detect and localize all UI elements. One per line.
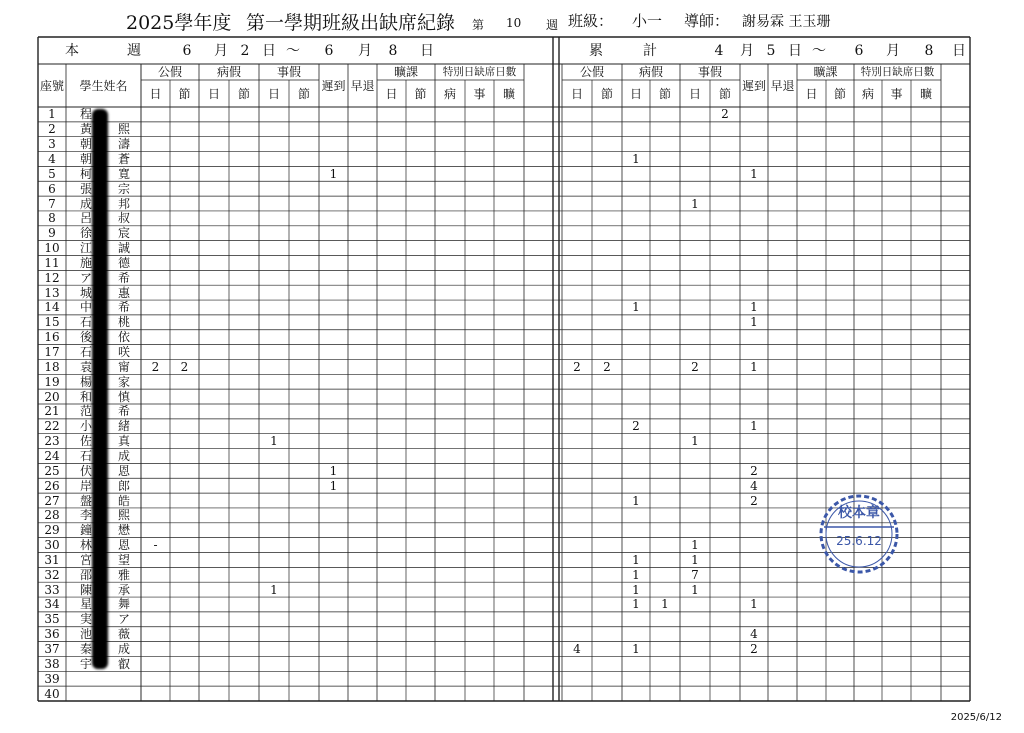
cumulative-mark: 1	[750, 597, 758, 612]
student-given-name: 依	[117, 330, 130, 345]
week-suffix: 週	[546, 18, 559, 32]
cum-late-header: 遲到	[741, 78, 766, 93]
student-given-name: 寬	[117, 166, 130, 181]
student-surname	[70, 686, 102, 701]
student-given-name: 甯	[117, 359, 130, 374]
cumulative-mark: 7	[691, 567, 699, 582]
week-sub-header: 節	[237, 86, 250, 101]
student-surname: 黃	[79, 122, 92, 137]
seat-number: 19	[44, 374, 60, 389]
cumulative-date-part: 日	[788, 42, 802, 59]
student-surname: 実	[79, 612, 92, 627]
seat-number: 15	[44, 315, 60, 330]
seat-number: 29	[44, 523, 60, 538]
cumulative-date-part: 月	[740, 42, 754, 59]
cum-sick-header: 病假	[638, 65, 663, 79]
cumulative-mark: 1	[691, 582, 699, 597]
student-given-name: 蒼	[117, 151, 130, 166]
seat-number: 13	[44, 285, 60, 300]
seat-number: 6	[48, 181, 56, 196]
student-given-name: 懋	[117, 523, 130, 538]
student-given-name: 熙	[117, 508, 130, 523]
student-given-name: 雅	[117, 567, 130, 582]
cum-sub-header: 日	[629, 86, 642, 101]
seat-number: 20	[44, 389, 60, 404]
cumulative-date-part: 6	[854, 42, 864, 59]
student-given-name: 宸	[117, 226, 130, 241]
seat-number: 31	[44, 552, 60, 567]
student-surname: 佐	[79, 434, 92, 449]
cum-official-header: 公假	[579, 65, 604, 79]
cumulative-mark: 2	[573, 359, 581, 374]
seat-number: 3	[48, 137, 56, 152]
seat-number: 27	[44, 493, 60, 508]
student-surname: 朝	[79, 137, 92, 152]
cum-sub-header: 節	[658, 86, 671, 101]
week-official-header: 公假	[157, 65, 182, 79]
student-surname: 陳	[79, 582, 92, 597]
student-given-name: 緒	[117, 419, 130, 434]
cumulative-label-b: 計	[643, 42, 657, 59]
week-prefix: 第	[472, 18, 485, 32]
this-week-date-part: 月	[214, 42, 228, 59]
this-week-label-b: 週	[127, 42, 141, 59]
student-surname: 朝	[79, 151, 92, 166]
cumulative-mark: 1	[691, 196, 699, 211]
cum-early-header: 早退	[770, 78, 795, 93]
seat-number: 40	[44, 686, 60, 701]
seat-number: 7	[48, 196, 56, 211]
cum-sub-header: 節	[833, 86, 846, 101]
student-given-name: 宗	[117, 181, 130, 196]
seat-number: 10	[44, 241, 60, 256]
student-given-name: 真	[117, 434, 130, 449]
cumulative-mark: 2	[750, 642, 758, 657]
this-week-date-part: 6	[324, 42, 334, 59]
seat-number: 17	[44, 345, 60, 360]
seat-header: 座號	[39, 78, 64, 93]
cumulative-mark: 2	[750, 493, 758, 508]
seat-number: 26	[44, 478, 60, 493]
school-stamp	[818, 493, 900, 575]
student-given-name: 望	[117, 552, 130, 567]
week-sub-header: 曠	[502, 86, 515, 101]
student-surname: 林	[79, 538, 92, 553]
week-late-header: 遲到	[321, 78, 346, 93]
seat-number: 33	[44, 582, 60, 597]
student-surname: 後	[79, 330, 92, 345]
student-surname: 盤	[79, 493, 92, 508]
week-mark: 1	[329, 463, 338, 478]
student-given-name: 成	[117, 448, 130, 463]
student-surname: 呂	[79, 211, 92, 226]
seat-number: 37	[44, 642, 60, 657]
this-week-date-part: 8	[388, 42, 398, 59]
seat-number: 18	[44, 359, 60, 374]
seat-number: 1	[48, 107, 56, 122]
cum-absent-header: 曠課	[813, 65, 838, 79]
student-given-name: 誠	[117, 241, 130, 256]
week-mark: 1	[329, 166, 338, 181]
class-value: 小一	[632, 12, 663, 30]
week-mark: -	[153, 538, 158, 553]
svg-text:25.6.12: 25.6.12	[836, 534, 882, 548]
seat-number: 5	[48, 166, 56, 181]
footer-date: 2025/6/12	[950, 712, 1002, 723]
week-sub-header: 日	[267, 86, 280, 101]
seat-number: 16	[44, 330, 60, 345]
student-given-name: 恩	[117, 538, 130, 553]
seat-number: 39	[44, 671, 60, 686]
cumulative-mark: 1	[691, 552, 699, 567]
week-sub-header: 節	[414, 86, 427, 101]
week-sub-header: 事	[473, 86, 486, 101]
cumulative-mark: 4	[750, 627, 758, 642]
student-surname: 城	[79, 285, 92, 300]
student-given-name: 皓	[117, 493, 130, 508]
seat-number: 9	[48, 226, 56, 241]
student-surname: 江	[79, 241, 92, 256]
student-given-name: 承	[117, 582, 130, 597]
week-sub-header: 日	[385, 86, 398, 101]
week-sub-header: 日	[149, 86, 162, 101]
seat-number: 32	[44, 567, 60, 582]
seat-number: 36	[44, 627, 60, 642]
cumulative-label-a: 累	[589, 42, 603, 59]
student-surname: 范	[79, 404, 92, 419]
student-given-name: 成	[117, 642, 130, 657]
student-given-name: 希	[117, 270, 130, 285]
svg-text:校本章: 校本章	[838, 505, 880, 521]
student-surname: 施	[79, 255, 92, 270]
student-surname: 鐘	[79, 523, 92, 538]
this-week-date-part: ～	[286, 42, 300, 59]
seat-number: 38	[44, 656, 60, 671]
seat-number: 30	[44, 538, 60, 553]
cumulative-mark: 1	[691, 538, 699, 553]
student-given-name: 郎	[117, 478, 130, 493]
cum-sub-header: 節	[600, 86, 613, 101]
cumulative-mark: 1	[632, 151, 640, 166]
week-sick-header: 病假	[216, 65, 241, 79]
student-surname: 宇	[79, 656, 92, 671]
cum-sub-header: 事	[890, 86, 903, 101]
cumulative-mark: 1	[750, 315, 758, 330]
week-sub-header: 病	[443, 86, 456, 101]
week-sub-header: 日	[207, 86, 220, 101]
cumulative-mark: 1	[632, 300, 640, 315]
student-surname: 石	[79, 315, 92, 330]
week-personal-header: 事假	[276, 65, 301, 79]
student-surname: 小	[79, 419, 92, 434]
this-week-date-part: 6	[182, 42, 192, 59]
cumulative-mark: 4	[573, 642, 581, 657]
seat-number: 14	[44, 300, 60, 315]
seat-number: 34	[44, 597, 60, 612]
student-surname: 秦	[79, 642, 92, 657]
week-sub-header: 節	[178, 86, 191, 101]
student-surname: 袁	[79, 359, 92, 374]
cumulative-mark: 1	[750, 419, 758, 434]
student-surname: 和	[79, 389, 92, 404]
cumulative-mark: 1	[750, 166, 758, 181]
student-given-name: 希	[117, 300, 130, 315]
name-header: 學生姓名	[79, 78, 128, 93]
cum-sub-header: 節	[718, 86, 731, 101]
student-given-name: 希	[117, 404, 130, 419]
seat-number: 2	[48, 122, 56, 137]
week-mark: 2	[151, 359, 160, 374]
cumulative-date-part: 月	[886, 42, 900, 59]
student-surname: ア	[79, 270, 92, 285]
cumulative-mark: 1	[661, 597, 669, 612]
student-given-name: 慎	[117, 389, 130, 404]
seat-number: 12	[44, 270, 60, 285]
student-given-name: 濤	[117, 137, 130, 152]
this-week-date-part: 月	[358, 42, 372, 59]
cumulative-mark: 2	[632, 419, 640, 434]
name-redaction	[92, 109, 108, 669]
student-given-name: 熙	[117, 122, 130, 137]
cumulative-date-part: 4	[714, 42, 724, 59]
cumulative-mark: 2	[691, 359, 699, 374]
student-given-name: 舞	[117, 597, 130, 612]
cum-sub-header: 日	[570, 86, 583, 101]
student-surname: 宮	[79, 552, 92, 567]
student-surname: 中	[79, 300, 92, 315]
student-given-name: 咲	[117, 345, 130, 360]
week-number: 10	[506, 16, 522, 30]
cum-special-header: 特別日缺席日數	[860, 65, 935, 78]
cumulative-mark: 1	[750, 300, 758, 315]
week-sub-header: 節	[297, 86, 310, 101]
seat-number: 25	[44, 463, 60, 478]
student-surname	[70, 671, 102, 686]
this-week-date-part: 2	[240, 42, 250, 59]
this-week-label-a: 本	[65, 42, 79, 59]
student-surname: 伏	[79, 463, 92, 478]
student-surname: 程	[79, 107, 92, 122]
student-given-name: 桃	[117, 315, 130, 330]
cumulative-mark: 1	[632, 567, 640, 582]
seat-number: 4	[48, 151, 56, 166]
student-surname: 石	[79, 345, 92, 360]
seat-number: 24	[44, 448, 60, 463]
cumulative-mark: 1	[632, 493, 640, 508]
cumulative-mark: 2	[721, 107, 729, 122]
week-absent-header: 曠課	[393, 65, 418, 79]
tutor-value: 謝易霖 王玉珊	[742, 14, 831, 30]
cumulative-mark: 1	[691, 434, 699, 449]
school-year: 2025學年度	[126, 12, 232, 34]
seat-number: 28	[44, 508, 60, 523]
cum-sub-header: 病	[861, 86, 874, 101]
class-label: 班級：	[568, 12, 614, 30]
student-surname: 楊	[79, 374, 92, 389]
student-surname: 邵	[79, 567, 92, 582]
student-surname: 柯	[79, 166, 92, 181]
student-surname: 池	[79, 627, 92, 642]
student-given-name	[110, 686, 138, 701]
seat-number: 22	[44, 419, 60, 434]
student-given-name: ア	[117, 612, 130, 627]
student-surname: 徐	[79, 226, 92, 241]
student-given-name: 邦	[117, 196, 130, 211]
week-mark: 2	[180, 359, 189, 374]
student-given-name: 薇	[117, 627, 130, 642]
student-surname: 李	[79, 508, 92, 523]
week-mark: 1	[329, 478, 338, 493]
cumulative-mark: 2	[603, 359, 611, 374]
student-given-name: 惠	[117, 285, 130, 300]
cumulative-date-part: ～	[812, 42, 826, 59]
student-given-name: 叡	[117, 656, 130, 671]
cumulative-mark: 1	[632, 597, 640, 612]
student-given-name: 德	[117, 255, 130, 270]
cumulative-date-part: 5	[766, 42, 776, 59]
student-given-name	[110, 107, 138, 122]
cumulative-mark: 1	[750, 359, 758, 374]
student-surname: 岸	[79, 478, 92, 493]
record-name: 第一學期班級出缺席紀錄	[246, 12, 456, 34]
cumulative-mark: 1	[632, 552, 640, 567]
week-special-header: 特別日缺席日數	[442, 65, 517, 78]
student-surname: 星	[79, 597, 92, 612]
seat-number: 35	[44, 612, 60, 627]
cumulative-date-part: 8	[924, 42, 934, 59]
cum-sub-header: 曠	[919, 86, 932, 101]
student-surname: 張	[79, 181, 92, 196]
student-given-name	[110, 671, 138, 686]
cumulative-date-part: 日	[952, 42, 966, 59]
student-surname: 石	[79, 448, 92, 463]
seat-number: 11	[44, 255, 60, 270]
cumulative-mark: 4	[750, 478, 758, 493]
week-early-header: 早退	[350, 78, 375, 93]
cumulative-mark: 2	[750, 463, 758, 478]
tutor-label: 導師：	[684, 12, 730, 30]
cum-sub-header: 日	[805, 86, 818, 101]
cum-personal-header: 事假	[697, 65, 722, 79]
student-given-name: 叔	[117, 211, 130, 226]
this-week-date-part: 日	[262, 42, 276, 59]
this-week-date-part: 日	[420, 42, 434, 59]
cum-sub-header: 日	[688, 86, 701, 101]
cumulative-mark: 1	[632, 582, 640, 597]
student-given-name: 恩	[117, 463, 130, 478]
seat-number: 21	[44, 404, 60, 419]
seat-number: 8	[48, 211, 56, 226]
cumulative-mark: 1	[632, 642, 640, 657]
week-mark: 1	[270, 582, 278, 597]
seat-number: 23	[44, 434, 60, 449]
week-mark: 1	[270, 434, 278, 449]
student-given-name: 家	[117, 374, 130, 389]
student-surname: 成	[79, 196, 92, 211]
